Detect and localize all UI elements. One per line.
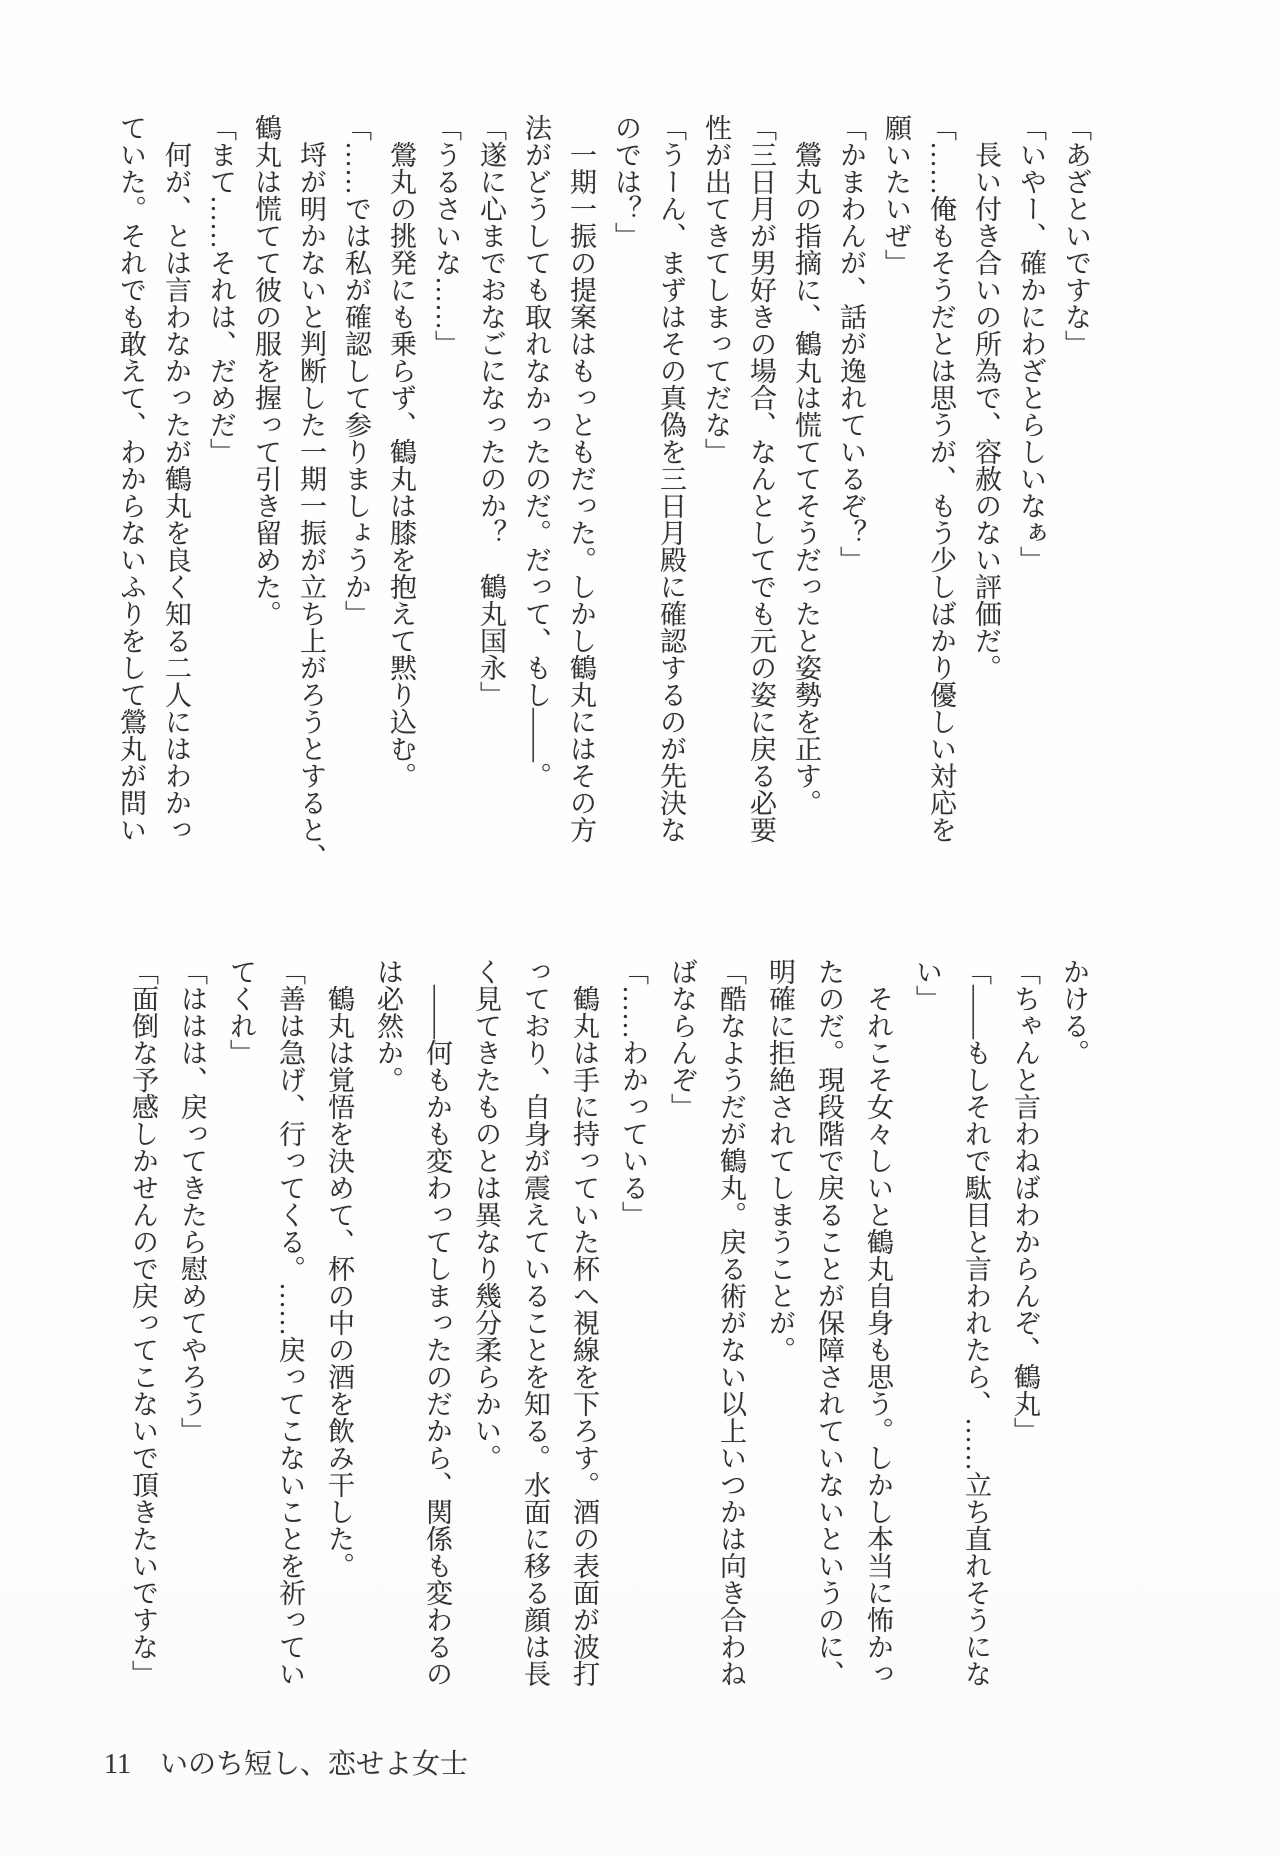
text-line: 「……わかっている」	[618, 958, 648, 1228]
text-line: 「……では私が確認して参りましょうか」	[341, 114, 371, 627]
text-line: 「……俺もそうだとは思うが、もう少しばかり優しい対応を	[926, 114, 956, 843]
page-number: 11	[104, 1749, 131, 1780]
text-line: 「遂に心までおなごになったのか？ 鶴丸国永」	[476, 114, 506, 708]
text-line: 「善は急げ、行ってくる。……戻ってこないことを祈ってい	[275, 958, 305, 1687]
text-line: 「ははは、戻ってきたら慰めてやろう」	[177, 958, 207, 1444]
text-line: たのだ。現段階で戻ることが保障されていないというのに、	[814, 958, 844, 1687]
text-line: い」	[912, 958, 942, 1012]
text-line: 一期一振の提案はもっともだった。しかし鶴丸にはその方	[566, 114, 596, 843]
text-line: 鶴丸は慌てて彼の服を握って引き留めた。	[251, 114, 281, 627]
text-line: 「面倒な予感しかせんので戻ってこないで頂きたいですな」	[128, 958, 158, 1687]
page-footer	[104, 1742, 468, 1782]
text-line: 「まて……それは、だめだ」	[206, 114, 236, 465]
text-block-top	[108, 114, 1098, 914]
text-line: かける。	[1059, 958, 1089, 1066]
text-line: のでは？」	[611, 114, 641, 249]
text-line: 「うるさいな……」	[431, 114, 461, 357]
text-line: 性が出てきてしまってだな」	[701, 114, 731, 465]
text-block-bottom	[118, 958, 1098, 1758]
text-line: ――何もかも変わってしまったのだから、関係も変わるの	[422, 958, 452, 1687]
text-line: く見てきたものとは異なり幾分柔らかい。	[471, 958, 501, 1471]
text-line: は必然か。	[373, 958, 403, 1093]
text-line: 願いたいぜ」	[881, 114, 911, 276]
text-line: 「かまわんが、話が逸れているぞ？」	[836, 114, 866, 573]
text-line: 「三日月が男好きの場合、なんとしてでも元の姿に戻る必要	[746, 114, 776, 843]
text-line: それこそ女々しいと鶴丸自身も思う。しかし本当に怖かっ	[863, 958, 893, 1687]
text-line: 「――もしそれで駄目と言われたら、……立ち直れそうにな	[961, 958, 991, 1687]
running-title: いのち短し、恋せよ女士	[159, 1749, 468, 1780]
text-line: っており、自身が震えていることを知る。水面に移る顔は長	[520, 958, 550, 1687]
text-line: ばならんぞ」	[667, 958, 697, 1120]
text-line: 何が、とは言わなかったが鶴丸を良く知る二人にはわかっ	[161, 114, 191, 843]
text-line: 鶯丸の挑発にも乗らず、鶴丸は膝を抱えて黙り込む。	[386, 114, 416, 789]
text-line: 「あざといですな」	[1061, 114, 1091, 357]
text-line: 「いやー、確かにわざとらしいなぁ」	[1016, 114, 1046, 573]
text-line: 「うーん、まずはその真偽を三日月殿に確認するのが先決な	[656, 114, 686, 843]
text-line: 鶯丸の指摘に、鶴丸は慌ててそうだったと姿勢を正す。	[791, 114, 821, 816]
text-line: 法がどうしても取れなかったのだ。だって、もし――。	[521, 114, 551, 789]
text-line: 「ちゃんと言わねばわからんぞ、鶴丸」	[1010, 958, 1040, 1444]
text-line: ていた。それでも敢えて、わからないふりをして鶯丸が問い	[116, 114, 146, 843]
text-line: 長い付き合いの所為で、容赦のない評価だ。	[971, 114, 1001, 681]
text-line: 鶴丸は覚悟を決めて、杯の中の酒を飲み干した。	[324, 958, 354, 1579]
text-line: てくれ」	[226, 958, 256, 1066]
text-line: 鶴丸は手に持っていた杯へ視線を下ろす。酒の表面が波打	[569, 958, 599, 1687]
text-line: 明確に拒絶されてしまうことが。	[765, 958, 795, 1363]
text-line: 埒が明かないと判断した一期一振が立ち上がろうとすると、	[296, 114, 326, 870]
text-line: 「酷なようだが鶴丸。戻る術がない以上いつかは向き合わね	[716, 958, 746, 1687]
